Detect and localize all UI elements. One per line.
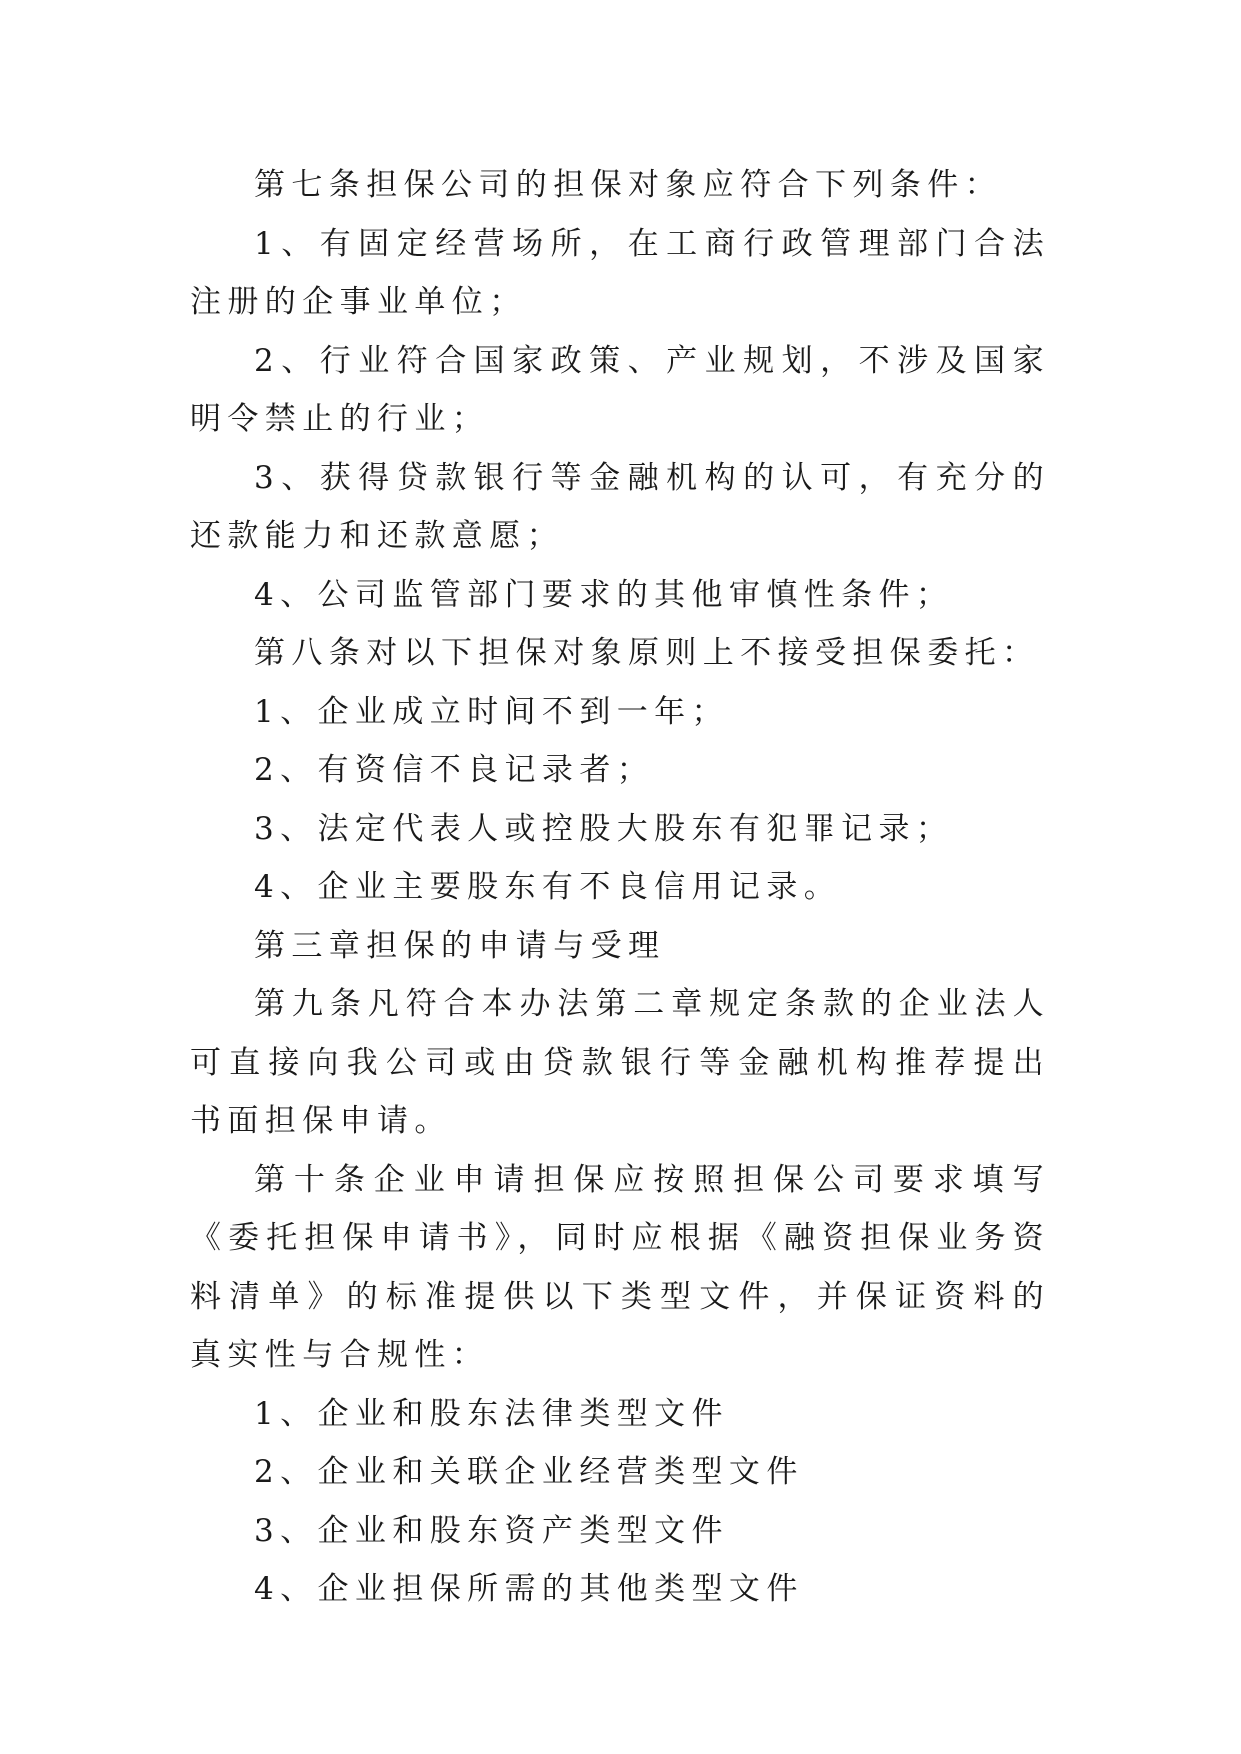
article-8-item-2: 2、有资信不良记录者； — [254, 752, 655, 788]
article-7-item-3: 3、获得贷款银行等金融机构的认可，有充分的还款能力和还款意愿； — [190, 459, 1050, 554]
article-8-item-4: 4、企业主要股东有不良信用记录。 — [254, 869, 842, 905]
article-7-item-1: 1、有固定经营场所，在工商行政管理部门合法注册的企事业单位； — [190, 225, 1050, 320]
article-8-item-1: 1、企业成立时间不到一年； — [254, 693, 729, 730]
article-7-item-2: 2、行业符合国家政策、产业规划，不涉及国家明令禁止的行业； — [190, 342, 1050, 437]
article-10-item-1: 1、企业和股东法律类型文件 — [254, 1395, 729, 1432]
article-8-item-3: 3、法定代表人或控股大股东有犯罪记录； — [254, 810, 954, 847]
chapter-3-title: 第三章担保的申请与受理 — [254, 927, 666, 964]
article-10-text: 第十条企业申请担保应按照担保公司要求填写《委托担保申请书》，同时应根据《融资担保业务资料清单》的标准提供以下类型文件，并保证资料的真实性与合规性： — [190, 1161, 1050, 1373]
article-10-item-4: 4、企业担保所需的其他类型文件 — [254, 1571, 804, 1607]
article-7-item-4: 4、公司监管部门要求的其他审慎性条件； — [254, 576, 954, 613]
article-9-text: 第九条凡符合本办法第二章规定条款的企业法人可直接向我公司或由贷款银行等金融机构推荐提出书面担保申请。 — [190, 986, 1050, 1139]
article-8-heading: 第八条对以下担保对象原则上不接受担保委托： — [254, 635, 1040, 671]
document-page — [190, 156, 1050, 1619]
article-7-heading: 第七条担保公司的担保对象应符合下列条件： — [254, 167, 1002, 203]
article-10-item-2: 2、企业和关联企业经营类型文件 — [254, 1454, 804, 1490]
article-10-item-3: 3、企业和股东资产类型文件 — [254, 1512, 729, 1549]
